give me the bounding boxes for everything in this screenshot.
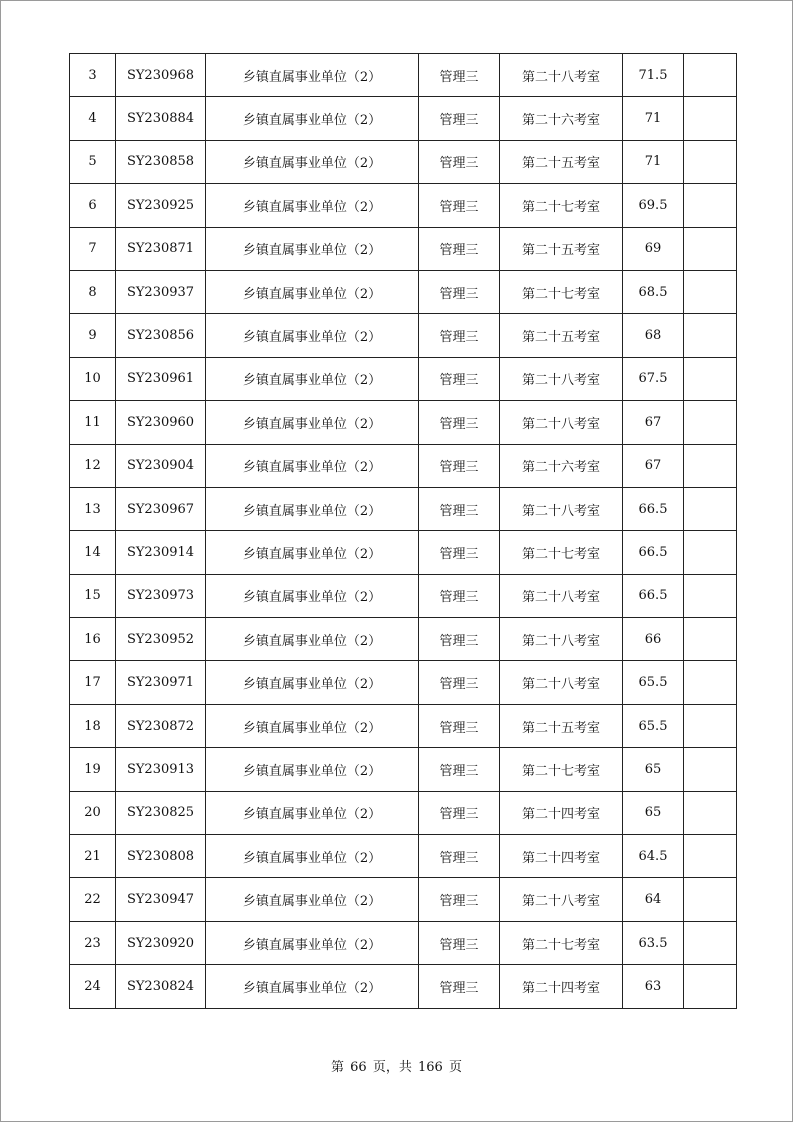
position-cell: 管理三 <box>419 921 500 964</box>
remark-cell <box>684 270 737 313</box>
unit-cell: 乡镇直属事业单位（2） <box>206 878 419 921</box>
unit-cell: 乡镇直属事业单位（2） <box>206 444 419 487</box>
exam-room-cell: 第二十七考室 <box>500 270 623 313</box>
row-number-cell: 24 <box>70 965 116 1008</box>
unit-cell: 乡镇直属事业单位（2） <box>206 531 419 574</box>
unit-cell: 乡镇直属事业单位（2） <box>206 227 419 270</box>
unit-cell: 乡镇直属事业单位（2） <box>206 140 419 183</box>
position-cell: 管理三 <box>419 965 500 1008</box>
remark-cell <box>684 835 737 878</box>
score-cell: 71 <box>623 140 684 183</box>
row-number-cell: 11 <box>70 401 116 444</box>
exam-room-cell: 第二十五考室 <box>500 227 623 270</box>
position-cell: 管理三 <box>419 97 500 140</box>
position-cell: 管理三 <box>419 54 500 97</box>
table-row <box>70 357 737 400</box>
exam-room-cell: 第二十八考室 <box>500 618 623 661</box>
remark-cell <box>684 487 737 530</box>
position-cell: 管理三 <box>419 704 500 747</box>
remark-cell <box>684 661 737 704</box>
footer-page-number: 66 <box>350 1060 367 1075</box>
exam-room-cell: 第二十八考室 <box>500 54 623 97</box>
footer-suffix: 页 <box>448 1060 462 1075</box>
page-footer <box>0 1056 793 1075</box>
position-cell: 管理三 <box>419 531 500 574</box>
table-body <box>70 54 737 1009</box>
exam-room-cell: 第二十八考室 <box>500 878 623 921</box>
row-number-cell: 3 <box>70 54 116 97</box>
table-row <box>70 574 737 617</box>
footer-total-pages: 166 <box>418 1060 443 1075</box>
candidate-id-cell: SY230973 <box>116 574 206 617</box>
remark-cell <box>684 878 737 921</box>
position-cell: 管理三 <box>419 227 500 270</box>
candidate-id-cell: SY230872 <box>116 704 206 747</box>
footer-mid: 页，共 <box>372 1060 412 1075</box>
table-row <box>70 444 737 487</box>
row-number-cell: 13 <box>70 487 116 530</box>
table-row <box>70 314 737 357</box>
exam-room-cell: 第二十六考室 <box>500 444 623 487</box>
remark-cell <box>684 401 737 444</box>
row-number-cell: 23 <box>70 921 116 964</box>
score-cell: 65.5 <box>623 661 684 704</box>
table-row <box>70 661 737 704</box>
remark-cell <box>684 314 737 357</box>
table-row <box>70 54 737 97</box>
exam-room-cell: 第二十七考室 <box>500 921 623 964</box>
exam-room-cell: 第二十四考室 <box>500 835 623 878</box>
candidate-id-cell: SY230937 <box>116 270 206 313</box>
remark-cell <box>684 140 737 183</box>
candidate-id-cell: SY230824 <box>116 965 206 1008</box>
row-number-cell: 8 <box>70 270 116 313</box>
unit-cell: 乡镇直属事业单位（2） <box>206 835 419 878</box>
unit-cell: 乡镇直属事业单位（2） <box>206 97 419 140</box>
score-cell: 66.5 <box>623 574 684 617</box>
exam-room-cell: 第二十四考室 <box>500 965 623 1008</box>
unit-cell: 乡镇直属事业单位（2） <box>206 270 419 313</box>
score-cell: 63 <box>623 965 684 1008</box>
position-cell: 管理三 <box>419 184 500 227</box>
unit-cell: 乡镇直属事业单位（2） <box>206 791 419 834</box>
row-number-cell: 5 <box>70 140 116 183</box>
score-cell: 71.5 <box>623 54 684 97</box>
table-row <box>70 618 737 661</box>
position-cell: 管理三 <box>419 661 500 704</box>
footer-prefix: 第 <box>331 1060 345 1075</box>
exam-room-cell: 第二十八考室 <box>500 661 623 704</box>
unit-cell: 乡镇直属事业单位（2） <box>206 487 419 530</box>
position-cell: 管理三 <box>419 618 500 661</box>
row-number-cell: 12 <box>70 444 116 487</box>
score-cell: 67 <box>623 401 684 444</box>
remark-cell <box>684 184 737 227</box>
candidate-id-cell: SY230904 <box>116 444 206 487</box>
row-number-cell: 7 <box>70 227 116 270</box>
unit-cell: 乡镇直属事业单位（2） <box>206 661 419 704</box>
unit-cell: 乡镇直属事业单位（2） <box>206 54 419 97</box>
candidate-id-cell: SY230920 <box>116 921 206 964</box>
candidate-id-cell: SY230913 <box>116 748 206 791</box>
candidate-id-cell: SY230925 <box>116 184 206 227</box>
unit-cell: 乡镇直属事业单位（2） <box>206 704 419 747</box>
score-cell: 69.5 <box>623 184 684 227</box>
candidate-id-cell: SY230960 <box>116 401 206 444</box>
unit-cell: 乡镇直属事业单位（2） <box>206 748 419 791</box>
table-row <box>70 401 737 444</box>
score-cell: 65 <box>623 748 684 791</box>
position-cell: 管理三 <box>419 357 500 400</box>
exam-room-cell: 第二十六考室 <box>500 97 623 140</box>
table-row <box>70 791 737 834</box>
score-cell: 69 <box>623 227 684 270</box>
score-cell: 68 <box>623 314 684 357</box>
remark-cell <box>684 618 737 661</box>
remark-cell <box>684 704 737 747</box>
score-cell: 67.5 <box>623 357 684 400</box>
unit-cell: 乡镇直属事业单位（2） <box>206 574 419 617</box>
table-row <box>70 270 737 313</box>
position-cell: 管理三 <box>419 835 500 878</box>
exam-room-cell: 第二十七考室 <box>500 184 623 227</box>
candidate-id-cell: SY230961 <box>116 357 206 400</box>
candidate-id-cell: SY230884 <box>116 97 206 140</box>
table-row <box>70 531 737 574</box>
table-row <box>70 965 737 1008</box>
score-cell: 71 <box>623 97 684 140</box>
unit-cell: 乡镇直属事业单位（2） <box>206 921 419 964</box>
row-number-cell: 4 <box>70 97 116 140</box>
unit-cell: 乡镇直属事业单位（2） <box>206 618 419 661</box>
candidate-id-cell: SY230808 <box>116 835 206 878</box>
candidate-id-cell: SY230871 <box>116 227 206 270</box>
score-cell: 66 <box>623 618 684 661</box>
unit-cell: 乡镇直属事业单位（2） <box>206 401 419 444</box>
table-row <box>70 140 737 183</box>
unit-cell: 乡镇直属事业单位（2） <box>206 357 419 400</box>
row-number-cell: 21 <box>70 835 116 878</box>
table-row <box>70 487 737 530</box>
score-cell: 65.5 <box>623 704 684 747</box>
candidate-id-cell: SY230967 <box>116 487 206 530</box>
row-number-cell: 6 <box>70 184 116 227</box>
remark-cell <box>684 531 737 574</box>
position-cell: 管理三 <box>419 791 500 834</box>
score-cell: 65 <box>623 791 684 834</box>
results-table <box>69 53 737 1009</box>
remark-cell <box>684 748 737 791</box>
remark-cell <box>684 97 737 140</box>
exam-room-cell: 第二十八考室 <box>500 401 623 444</box>
remark-cell <box>684 574 737 617</box>
remark-cell <box>684 54 737 97</box>
position-cell: 管理三 <box>419 487 500 530</box>
row-number-cell: 18 <box>70 704 116 747</box>
row-number-cell: 15 <box>70 574 116 617</box>
remark-cell <box>684 357 737 400</box>
row-number-cell: 9 <box>70 314 116 357</box>
position-cell: 管理三 <box>419 401 500 444</box>
table-row <box>70 878 737 921</box>
exam-room-cell: 第二十四考室 <box>500 791 623 834</box>
score-cell: 63.5 <box>623 921 684 964</box>
score-cell: 66.5 <box>623 531 684 574</box>
remark-cell <box>684 791 737 834</box>
exam-room-cell: 第二十七考室 <box>500 748 623 791</box>
exam-room-cell: 第二十八考室 <box>500 487 623 530</box>
candidate-id-cell: SY230947 <box>116 878 206 921</box>
table-row <box>70 227 737 270</box>
score-cell: 67 <box>623 444 684 487</box>
remark-cell <box>684 444 737 487</box>
score-cell: 66.5 <box>623 487 684 530</box>
position-cell: 管理三 <box>419 574 500 617</box>
position-cell: 管理三 <box>419 270 500 313</box>
remark-cell <box>684 921 737 964</box>
table-row <box>70 704 737 747</box>
table-row <box>70 921 737 964</box>
score-cell: 68.5 <box>623 270 684 313</box>
row-number-cell: 17 <box>70 661 116 704</box>
candidate-id-cell: SY230952 <box>116 618 206 661</box>
exam-room-cell: 第二十五考室 <box>500 704 623 747</box>
position-cell: 管理三 <box>419 314 500 357</box>
row-number-cell: 19 <box>70 748 116 791</box>
unit-cell: 乡镇直属事业单位（2） <box>206 184 419 227</box>
unit-cell: 乡镇直属事业单位（2） <box>206 965 419 1008</box>
exam-room-cell: 第二十七考室 <box>500 531 623 574</box>
candidate-id-cell: SY230971 <box>116 661 206 704</box>
row-number-cell: 10 <box>70 357 116 400</box>
row-number-cell: 16 <box>70 618 116 661</box>
position-cell: 管理三 <box>419 878 500 921</box>
table-row <box>70 97 737 140</box>
score-cell: 64 <box>623 878 684 921</box>
candidate-id-cell: SY230825 <box>116 791 206 834</box>
exam-room-cell: 第二十八考室 <box>500 574 623 617</box>
unit-cell: 乡镇直属事业单位（2） <box>206 314 419 357</box>
row-number-cell: 20 <box>70 791 116 834</box>
candidate-id-cell: SY230968 <box>116 54 206 97</box>
remark-cell <box>684 227 737 270</box>
exam-room-cell: 第二十五考室 <box>500 314 623 357</box>
row-number-cell: 14 <box>70 531 116 574</box>
remark-cell <box>684 965 737 1008</box>
candidate-id-cell: SY230914 <box>116 531 206 574</box>
candidate-id-cell: SY230858 <box>116 140 206 183</box>
candidate-id-cell: SY230856 <box>116 314 206 357</box>
position-cell: 管理三 <box>419 140 500 183</box>
row-number-cell: 22 <box>70 878 116 921</box>
position-cell: 管理三 <box>419 444 500 487</box>
exam-room-cell: 第二十八考室 <box>500 357 623 400</box>
exam-room-cell: 第二十五考室 <box>500 140 623 183</box>
table-row <box>70 748 737 791</box>
score-cell: 64.5 <box>623 835 684 878</box>
position-cell: 管理三 <box>419 748 500 791</box>
table-row <box>70 184 737 227</box>
table-row <box>70 835 737 878</box>
